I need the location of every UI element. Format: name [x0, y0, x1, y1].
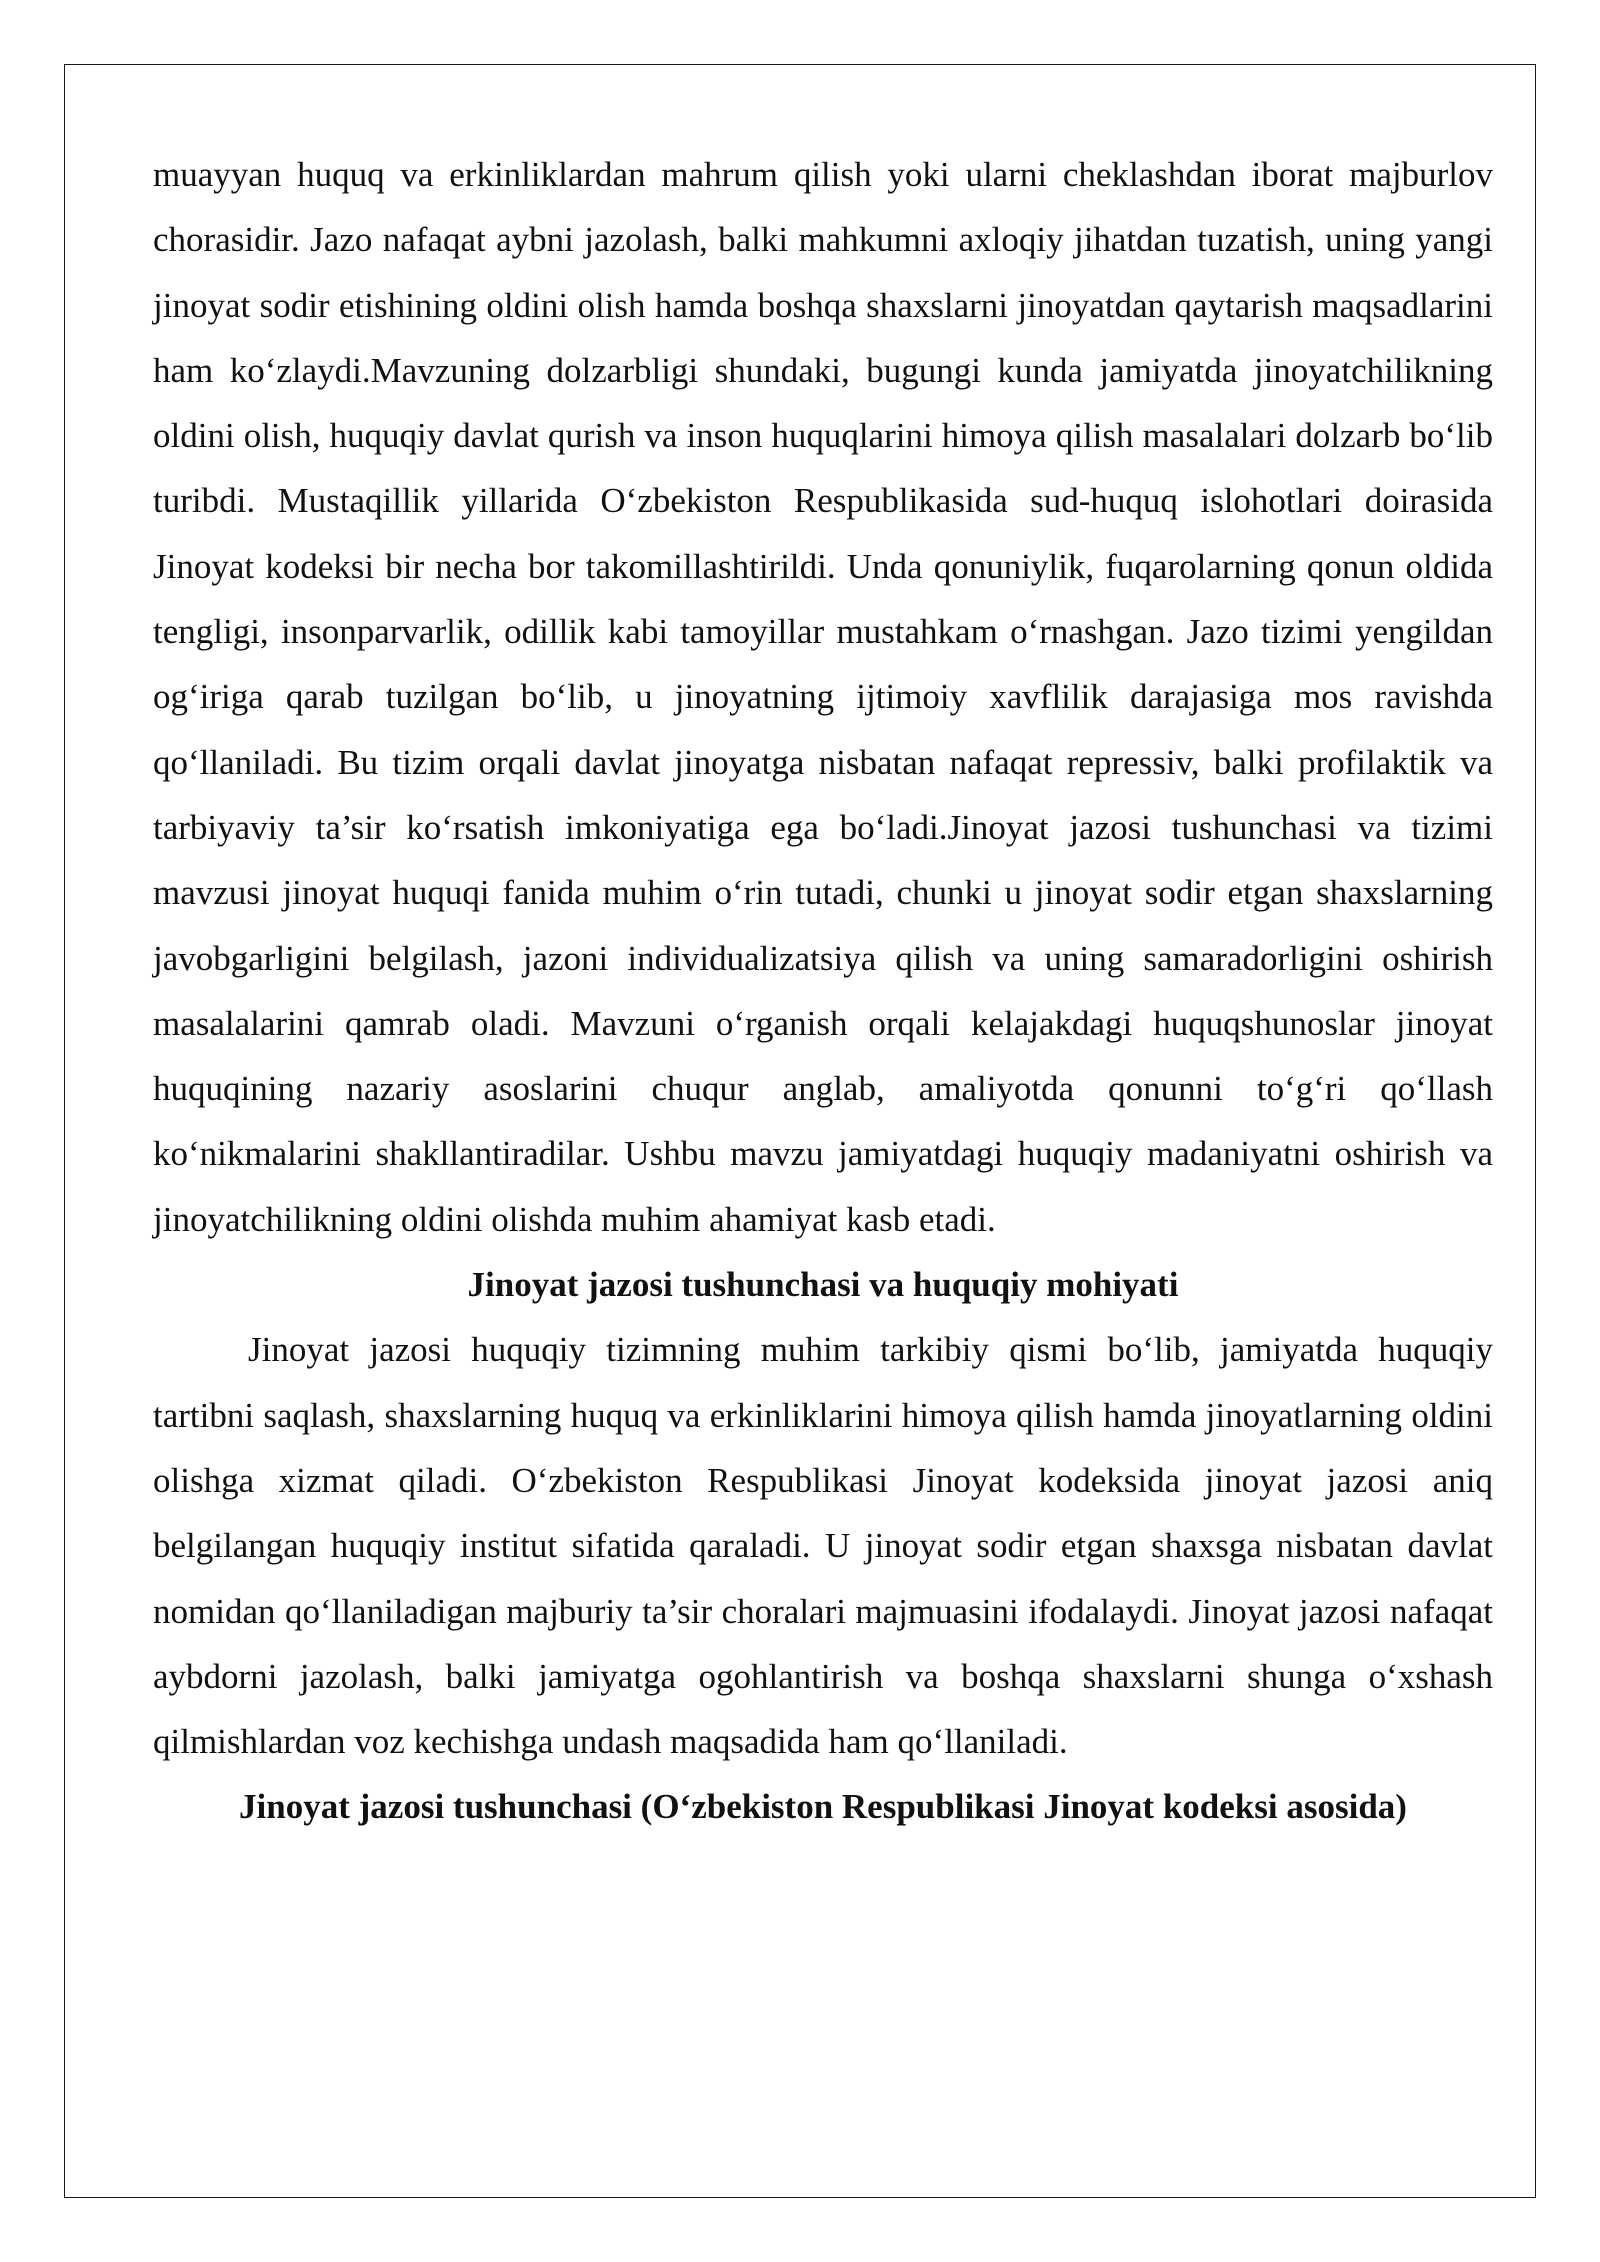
document-body [153, 142, 1493, 1840]
section-heading-concept: Jinoyat jazosi tushunchasi va huquqiy mohiyati [467, 1265, 1179, 1305]
paragraph-intro: muayyan huquq va erkinliklardan mahrum qilish yoki ularni cheklashdan iborat majburlov chorasidir. Jazo nafaqat aybni jazolash, balki mahkumni axloqiy jihatdan tuzatish, uning yangi jinoyat sodir etishining oldini olish hamda boshqa shaxslarni jinoyatdan qaytarish maqsadlarini ham ko‘zlaydi.Mavzuning dolzarbligi shundaki, bugungi kunda jamiyatda jinoyatchilikning oldini olish, huquqiy davlat qurish va inson huquqlarini himoya qilish masalalari dolzarb bo‘lib turibdi. Mustaqillik yillarida O‘zbekiston Respublikasida sud-huquq islohotlari doirasida Jinoyat kodeksi bir necha bor takomillashtirildi. Unda qonuniylik, fuqarolarning qonun oldida tengligi, insonparvarlik, odillik kabi tamoyillar mustahkam o‘rnashgan. Jazo tizimi yengildan og‘iriga qarab tuzilgan bo‘lib, u jinoyatning ijtimoiy xavflilik darajasiga mos ravishda qo‘llaniladi. Bu tizim orqali davlat jinoyatga nisbatan nafaqat repressiv, balki profilaktik va tarbiyaviy ta’sir ko‘rsatish imkoniyatiga ega bo‘ladi.Jinoyat jazosi tushunchasi va tizimi mavzusi jinoyat huquqi fanida muhim o‘rin tutadi, chunki u jinoyat sodir etgan shaxslarning javobgarligini belgilash, jazoni individualizatsiya qilish va uning samaradorligini oshirish masalalarini qamrab oladi. Mavzuni o‘rganish orqali kelajakdagi huquqshunoslar jinoyat huquqining nazariy asoslarini chuqur anglab, amaliyotda qonunni to‘g‘ri qo‘llash ko‘nikmalarini shakllantiradilar. Ushbu mavzu jamiyatdagi huquqiy madaniyatni oshirish va jinoyatchilikning oldini olishda muhim ahamiyat kasb etadi. [153, 155, 1493, 1239]
paragraph-concept: Jinoyat jazosi huquqiy tizimning muhim tarkibiy qismi bo‘lib, jamiyatda huquqiy tartibni saqlash, shaxslarning huquq va erkinliklarini himoya qilish hamda jinoyatlarning oldini olishga xizmat qiladi. O‘zbekiston Respublikasi Jinoyat kodeksida jinoyat jazosi aniq belgilangan huquqiy institut sifatida qaraladi. U jinoyat sodir etgan shaxsga nisbatan davlat nomidan qo‘llaniladigan majburiy ta’sir choralari majmuasini ifodalaydi. Jinoyat jazosi nafaqat aybdorni jazolash, balki jamiyatga ogohlantirish va boshqa shaxslarni shunga o‘xshash qilmishlardan voz kechishga undash maqsadida ham qo‘llaniladi. [153, 1330, 1493, 1762]
section-heading-criminal-code: Jinoyat jazosi tushunchasi (O‘zbekiston Respublikasi Jinoyat kodeksi asosida) [239, 1787, 1407, 1827]
